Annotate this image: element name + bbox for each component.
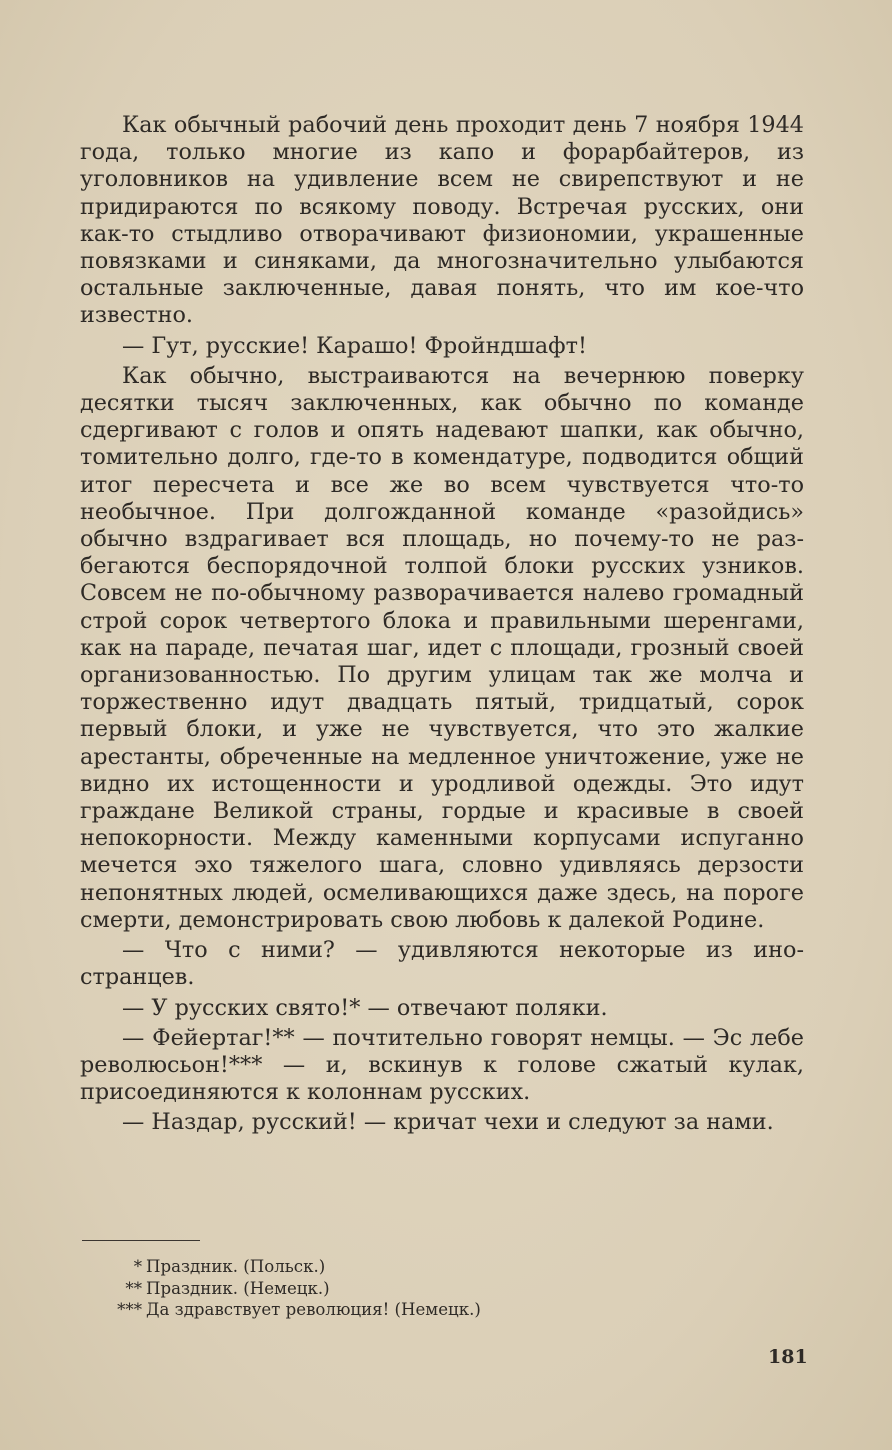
main-text	[80, 112, 804, 1137]
footnote-text: Да здравствует революция! (Немецк.)	[146, 1300, 481, 1319]
footnote-mark: *	[133, 1257, 142, 1276]
footnote-text: Праздник. (Польск.)	[146, 1257, 326, 1276]
paragraph-1: Как обычный рабочий день проходит день 7 ноября 1944 года, только многие из капо и форарбайтеров, из уголовников на удивление всем не свирепствуют и не придираются по всякому поводу. Встречая русских, они как-то стыдливо отворачивают физиономии, украшенные повязками и синяками, да многозначительно улыбаются остальные заключенные, давая понять, что им кое-что известно.	[80, 112, 804, 329]
paragraph-6: — Фейертаг!** — почтительно говорят немцы. — Эс лебе революсьон!*** — и, вскинув к голове сжатый кулак, присоединяются к колоннам русских.	[80, 1024, 804, 1106]
footnote-2	[104, 1278, 604, 1300]
footnotes	[104, 1256, 604, 1321]
footnote-3	[104, 1299, 604, 1321]
paragraph-3: Как обычно, выстраиваются на вечернюю поверку десятки тысяч заключенных, как обычно по команде сдергивают с голов и опять надевают шапки, как обычно, томительно долго, где-то в комендатуре, подводится общий итог пересчета и все же во всем чувствуется что-то необычное. При долгожданной команде «разойдись» обычно вздрагивает вся площадь, но почему-то не разбегаются беспорядочной толпой блоки русских узников. Совсем не по-обычному разворачивается налево громадный строй сорок четвертого блока и правильными шеренгами, как на параде, печатая шаг, идет с площади, грозный своей организованностью. По другим улицам так же молча и торжественно идут двадцать пятый, тридцатый, сорок первый блоки, и уже не чувствуется, что это жалкие арестанты, обреченные на медленное уничтожение, уже не видно их истощенности и уродливой одежды. Это идут граждане Великой страны, гордые и красивые в своей непокорности. Между каменными корпусами испуганно мечется эхо тяжелого шага, словно удивляясь дерзости непонятных людей, осмеливающихся даже здесь, на пороге смерти, демонстрировать свою любовь к далекой Родине.	[80, 362, 804, 933]
paragraph-4: — Что с ними? — удивляются некоторые из иностранцев.	[80, 937, 804, 991]
paragraph-2: — Гут, русские! Карашо! Фройндшафт!	[122, 332, 587, 359]
footnote-1	[104, 1256, 604, 1278]
paragraph-7: — Наздар, русский! — кричат чехи и следуют за нами.	[122, 1109, 774, 1136]
page-number: 181	[768, 1346, 808, 1368]
footnote-divider	[82, 1240, 200, 1241]
footnote-text: Праздник. (Немецк.)	[146, 1278, 330, 1298]
footnote-mark: **	[125, 1278, 142, 1298]
footnote-mark: ***	[117, 1300, 142, 1319]
paragraph-5: — У русских свято!* — отвечают поляки.	[122, 994, 608, 1021]
